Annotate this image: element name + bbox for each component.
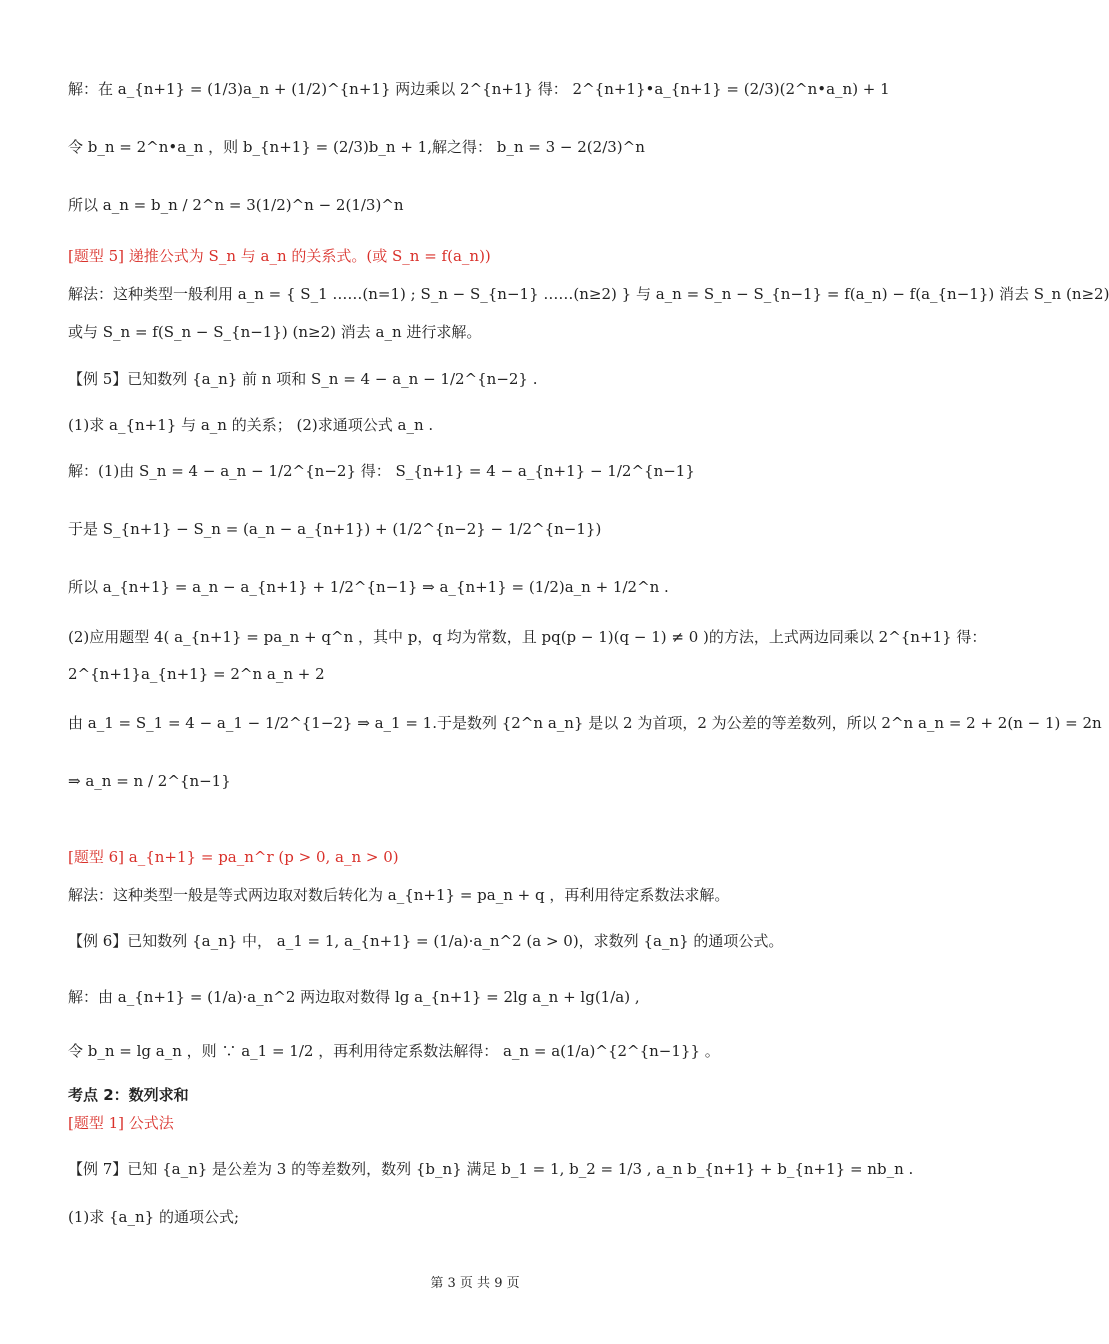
example6-solution-1: 解：由 a_{n+1} = (1/a)·a_n^2 两边取对数得 lg a_{n+1} = 2lg a_n + lg(1/a) , bbox=[68, 988, 640, 1006]
page-footer: 第 3 页 共 9 页 bbox=[430, 1276, 520, 1291]
example5-solution-3: 所以 a_{n+1} = a_n − a_{n+1} + 1/2^{n−1} ⇒ a_{n+1} = (1/2)a_n + 1/2^n . bbox=[68, 578, 669, 596]
solution-line-1: 解：在 a_{n+1} = (1/3)a_n + (1/2)^{n+1} 两边乘以 2^{n+1} 得： 2^{n+1}•a_{n+1} = (2/3)(2^n•a_n) + 1 bbox=[68, 80, 890, 98]
example6-statement: 【例 6】已知数列 {a_n} 中， a_1 = 1, a_{n+1} = (1/a)·a_n^2 (a > 0)，求数列 {a_n} 的通项公式。 bbox=[68, 932, 784, 950]
method-line-2: 或与 S_n = f(S_n − S_{n−1}) (n≥2) 消去 a_n 进行求解。 bbox=[68, 323, 482, 341]
example5-solution-4: (2)应用题型 4( a_{n+1} = pa_n + q^n ，其中 p，q 均为常数，且 pq(p − 1)(q − 1) ≠ 0 )的方法，上式两边同乘以 2^{n+1} 得： bbox=[68, 628, 987, 646]
solution-line-2: 令 b_n = 2^n•a_n ，则 b_{n+1} = (2/3)b_n + 1,解之得： b_n = 3 − 2(2/3)^n bbox=[68, 138, 645, 156]
example5-solution-1: 解：(1)由 S_n = 4 − a_n − 1/2^{n−2} 得： S_{n+1} = 4 − a_{n+1} − 1/2^{n−1} bbox=[68, 462, 695, 480]
example5-solution-7: ⇒ a_n = n / 2^{n−1} bbox=[68, 772, 231, 790]
solution-line-3: 所以 a_n = b_n / 2^n = 3(1/2)^n − 2(1/3)^n bbox=[68, 196, 404, 214]
type6-method: 解法：这种类型一般是等式两边取对数后转化为 a_{n+1} = pa_n + q ，再利用待定系数法求解。 bbox=[68, 886, 730, 904]
example5-solution-6: 由 a_1 = S_1 = 4 − a_1 − 1/2^{1−2} ⇒ a_1 = 1.于是数列 {2^n a_n} 是以 2 为首项，2 为公差的等差数列，所以 2^n a_n = 2 + 2(n − 1) = 2n bbox=[68, 714, 1102, 732]
method-line-1: 解法：这种类型一般利用 a_n = { S_1 ……(n=1) ; S_n − S_{n−1} ……(n≥2) } 与 a_n = S_n − S_{n−1} = f(a_n) − f(a_{n−1}) 消去 S_n (n≥2) bbox=[68, 285, 1109, 303]
example6-solution-2: 令 b_n = lg a_n ，则 ∵ a_1 = 1/2 ，再利用待定系数法解得： a_n = a(1/a)^{2^{n−1}} 。 bbox=[68, 1042, 720, 1060]
type1-heading: [题型 1] 公式法 bbox=[68, 1114, 174, 1132]
type6-heading: [题型 6] a_{n+1} = pa_n^r (p > 0, a_n > 0) bbox=[68, 848, 399, 866]
section-heading: 考点 2：数列求和 bbox=[68, 1086, 189, 1104]
type5-heading: [题型 5] 递推公式为 S_n 与 a_n 的关系式。(或 S_n = f(a_n)) bbox=[68, 247, 491, 265]
example5-solution-5: 2^{n+1}a_{n+1} = 2^n a_n + 2 bbox=[68, 665, 325, 683]
example5-solution-2: 于是 S_{n+1} − S_n = (a_n − a_{n+1}) + (1/2^{n−2} − 1/2^{n−1}) bbox=[68, 520, 602, 538]
example5-statement: 【例 5】已知数列 {a_n} 前 n 项和 S_n = 4 − a_n − 1/2^{n−2} . bbox=[68, 370, 538, 388]
example7-question: (1)求 {a_n} 的通项公式; bbox=[68, 1208, 240, 1226]
example5-questions: (1)求 a_{n+1} 与 a_n 的关系； (2)求通项公式 a_n . bbox=[68, 416, 434, 434]
example7-statement: 【例 7】已知 {a_n} 是公差为 3 的等差数列，数列 {b_n} 满足 b_1 = 1, b_2 = 1/3 , a_n b_{n+1} + b_{n+1} = nb_n . bbox=[68, 1160, 914, 1178]
